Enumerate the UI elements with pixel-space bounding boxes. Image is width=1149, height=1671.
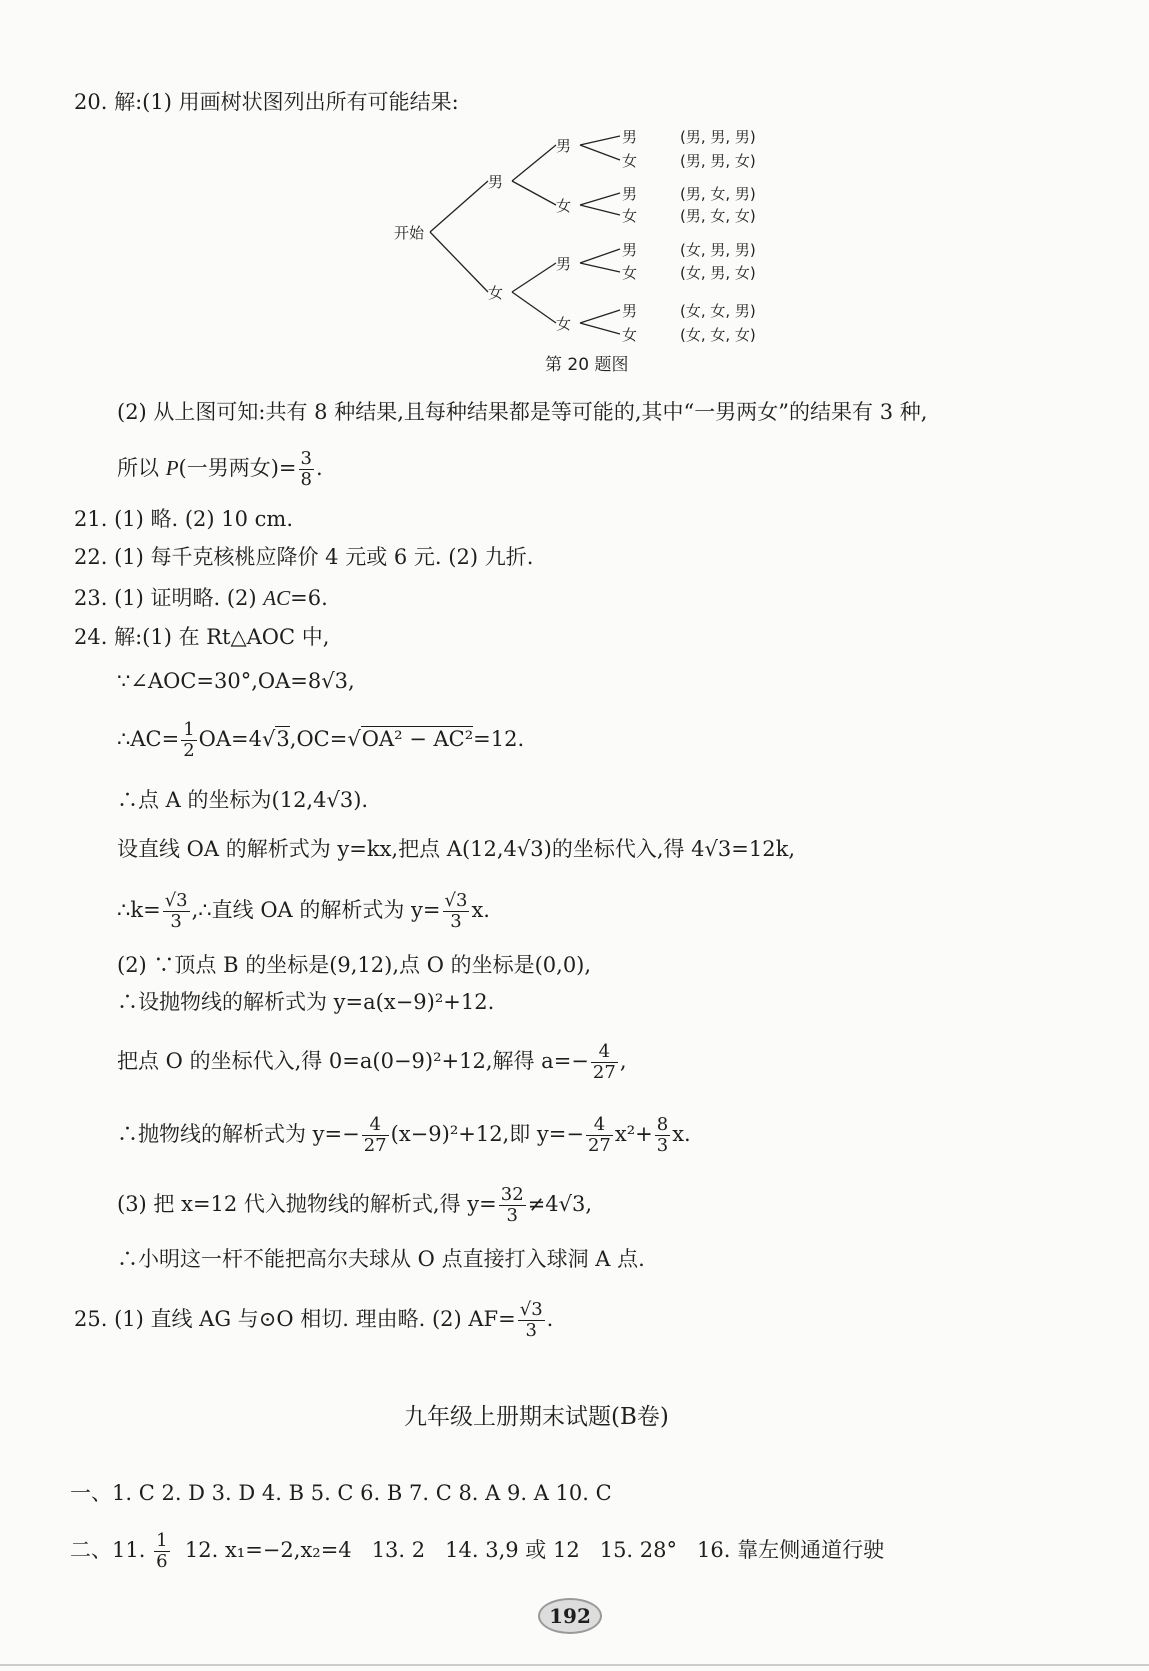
q20-probability: 所以 P(一男两女)= $\frac{3}{8}$ . (117, 448, 323, 490)
q24-line3: ∴AC= $\frac{1}{2}$ OA=4√3,OC=√OA² − AC²=12. (117, 719, 525, 761)
outcome: (女, 女, 女) (680, 326, 756, 344)
tree-node: 女 (556, 315, 572, 333)
tree-node: 男 (488, 173, 504, 191)
tree-node: 女 (488, 284, 504, 302)
q24-line4: ∴点 A 的坐标为(12,4√3). (117, 788, 369, 812)
tree-leaf: 男 (622, 241, 638, 259)
tree-caption: 第 20 题图 (545, 355, 629, 375)
q24-line11: (3) 把 x=12 代入抛物线的解析式,得 y= $\frac{32}{3}$ ≠4√3, (117, 1184, 593, 1226)
q24-line8: ∴设抛物线的解析式为 y=a(x−9)²+12. (117, 990, 495, 1014)
q24-line5: 设直线 OA 的解析式为 y=kx,把点 A(12,4√3)的坐标代入,得 4√3=12k, (117, 837, 796, 861)
section-title: 九年级上册期末试题(B卷) (404, 1404, 669, 1430)
q24-line1: 24. 解:(1) 在 Rt△AOC 中, (74, 625, 330, 649)
q24-line7: (2) ∵顶点 B 的坐标是(9,12),点 O 的坐标是(0,0), (117, 953, 592, 977)
q20-intro: 20. 解:(1) 用画树状图列出所有可能结果: (74, 90, 459, 114)
q24-line10: ∴抛物线的解析式为 y=− $\frac{4}{27}$ (x−9)²+12,即 y=− $\frac{4}{27}$ x²+ $\frac{8}{3}$ x. (117, 1114, 691, 1156)
q24-line9: 把点 O 的坐标代入,得 0=a(0−9)²+12,解得 a=− $\frac{4}{27}$ , (117, 1041, 627, 1083)
part2-answers: 二、11. $\frac{1}{6}$ 12. x₁=−2,x₂=4 13. 2 14. 3,9 或 12 15. 28° 16. 靠左侧通道行驶 (70, 1530, 885, 1572)
q24-line6: ∴k= $\frac{√3}{3}$ ,∴直线 OA 的解析式为 y= $\frac{√3}{3}$ x. (117, 890, 490, 932)
tree-leaf: 女 (622, 326, 638, 344)
tree-node: 女 (556, 197, 572, 215)
outcome: (男, 女, 男) (680, 185, 756, 203)
outcome: (女, 男, 女) (680, 264, 756, 282)
tree-node: 男 (556, 137, 572, 155)
bottom-divider (0, 1664, 1149, 1666)
tree-leaf: 女 (622, 152, 638, 170)
q24-line12: ∴小明这一杆不能把高尔夫球从 O 点直接打入球洞 A 点. (117, 1247, 645, 1271)
tree-leaf: 男 (622, 185, 638, 203)
part1-answers: 一、1. C 2. D 3. D 4. B 5. C 6. B 7. C 8. A 9. A 10. C (70, 1481, 612, 1505)
q24-line2: ∵∠AOC=30°,OA=8√3, (117, 669, 355, 693)
outcome: (男, 男, 女) (680, 152, 756, 170)
outcome: (男, 女, 女) (680, 207, 756, 225)
q25: 25. (1) 直线 AG 与⊙O 相切. 理由略. (2) AF= $\frac{√3}{3}$ . (74, 1299, 554, 1341)
q21: 21. (1) 略. (2) 10 cm. (74, 507, 294, 531)
q22: 22. (1) 每千克核桃应降价 4 元或 6 元. (2) 九折. (74, 545, 534, 569)
outcome: (男, 男, 男) (680, 128, 756, 146)
tree-diagram (0, 0, 1149, 400)
tree-leaf: 男 (622, 128, 638, 146)
page-number: 192 (538, 1598, 602, 1634)
tree-root: 开始 (394, 224, 425, 242)
tree-leaf: 男 (622, 302, 638, 320)
q20-part2: (2) 从上图可知:共有 8 种结果,且每种结果都是等可能的,其中“一男两女”的结果有 3 种, (117, 400, 928, 424)
outcome: (女, 女, 男) (680, 302, 756, 320)
outcome: (女, 男, 男) (680, 241, 756, 259)
tree-node: 男 (556, 255, 572, 273)
tree-branches (430, 136, 620, 334)
tree-leaf: 女 (622, 264, 638, 282)
q23: 23. (1) 证明略. (2) AC=6. (74, 586, 328, 610)
tree-leaf: 女 (622, 207, 638, 225)
